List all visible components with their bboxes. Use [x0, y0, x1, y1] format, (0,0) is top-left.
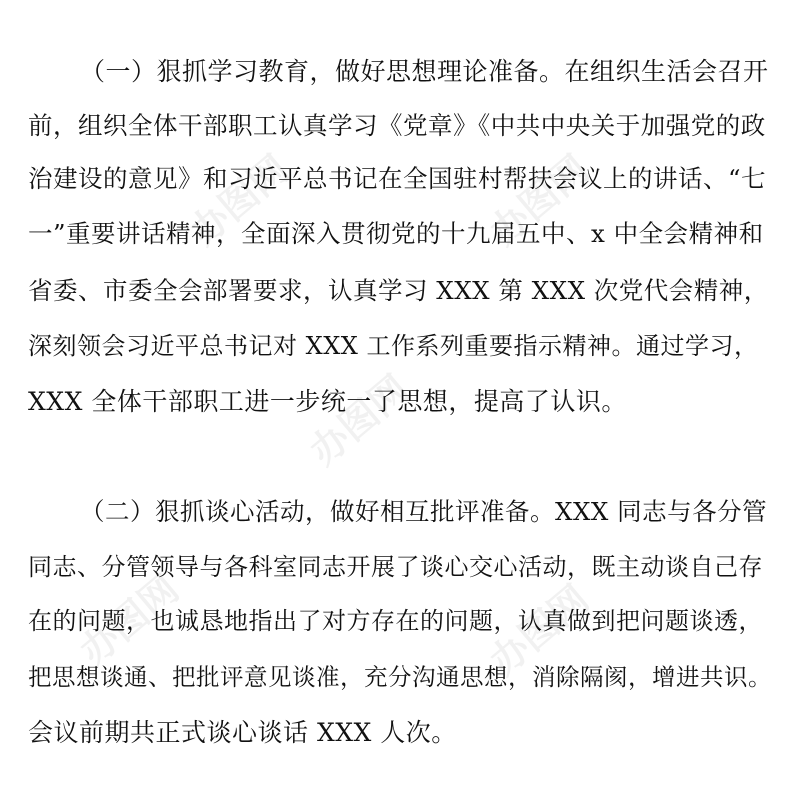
watermark: 办图网	[481, 576, 598, 684]
watermark: 办图网	[301, 366, 418, 474]
text-line: 会议前期共正式谈心谈话 XXX 人次。	[28, 718, 457, 747]
text-line: 省委、市委全会部署要求，认真学习 XXX 第 XXX 次党代会精神，	[28, 276, 769, 305]
text-line: （一）狠抓学习教育，做好思想理论准备。在组织生活会召开	[80, 57, 769, 86]
text-line: 一”重要讲话精神，全面深入贯彻党的十九届五中、x 中全会精神和	[28, 219, 764, 248]
watermark: 办图网	[181, 146, 298, 254]
text-line: XXX 全体干部职工进一步统一了思想，提高了认识。	[28, 387, 627, 416]
watermark: 办图网	[481, 146, 598, 254]
text-line: 把思想谈通、把批评意见谈准，充分沟通思想，消除隔阂，增进共识。	[28, 663, 772, 691]
text-line: 深刻领会习近平总书记对 XXX 工作系列重要指示精神。通过学习，	[28, 332, 759, 360]
text-line: 治建设的意见》和习近平总书记在全国驻村帮扶会议上的讲话、“七	[28, 164, 767, 193]
text-line: 在的问题，也诚恳地指出了对方存在的问题，认真做到把问题谈透，	[28, 607, 763, 635]
text-line: 前，组织全体干部职工认真学习《党章》《中共中央关于加强党的政	[28, 111, 766, 140]
text-line: 同志、分管领导与各科室同志开展了谈心交心活动，既主动谈自己存	[28, 553, 763, 581]
watermark: 办图网	[71, 566, 188, 674]
text-line: （二）狠抓谈心活动，做好相互批评准备。XXX 同志与各分管	[80, 497, 768, 526]
